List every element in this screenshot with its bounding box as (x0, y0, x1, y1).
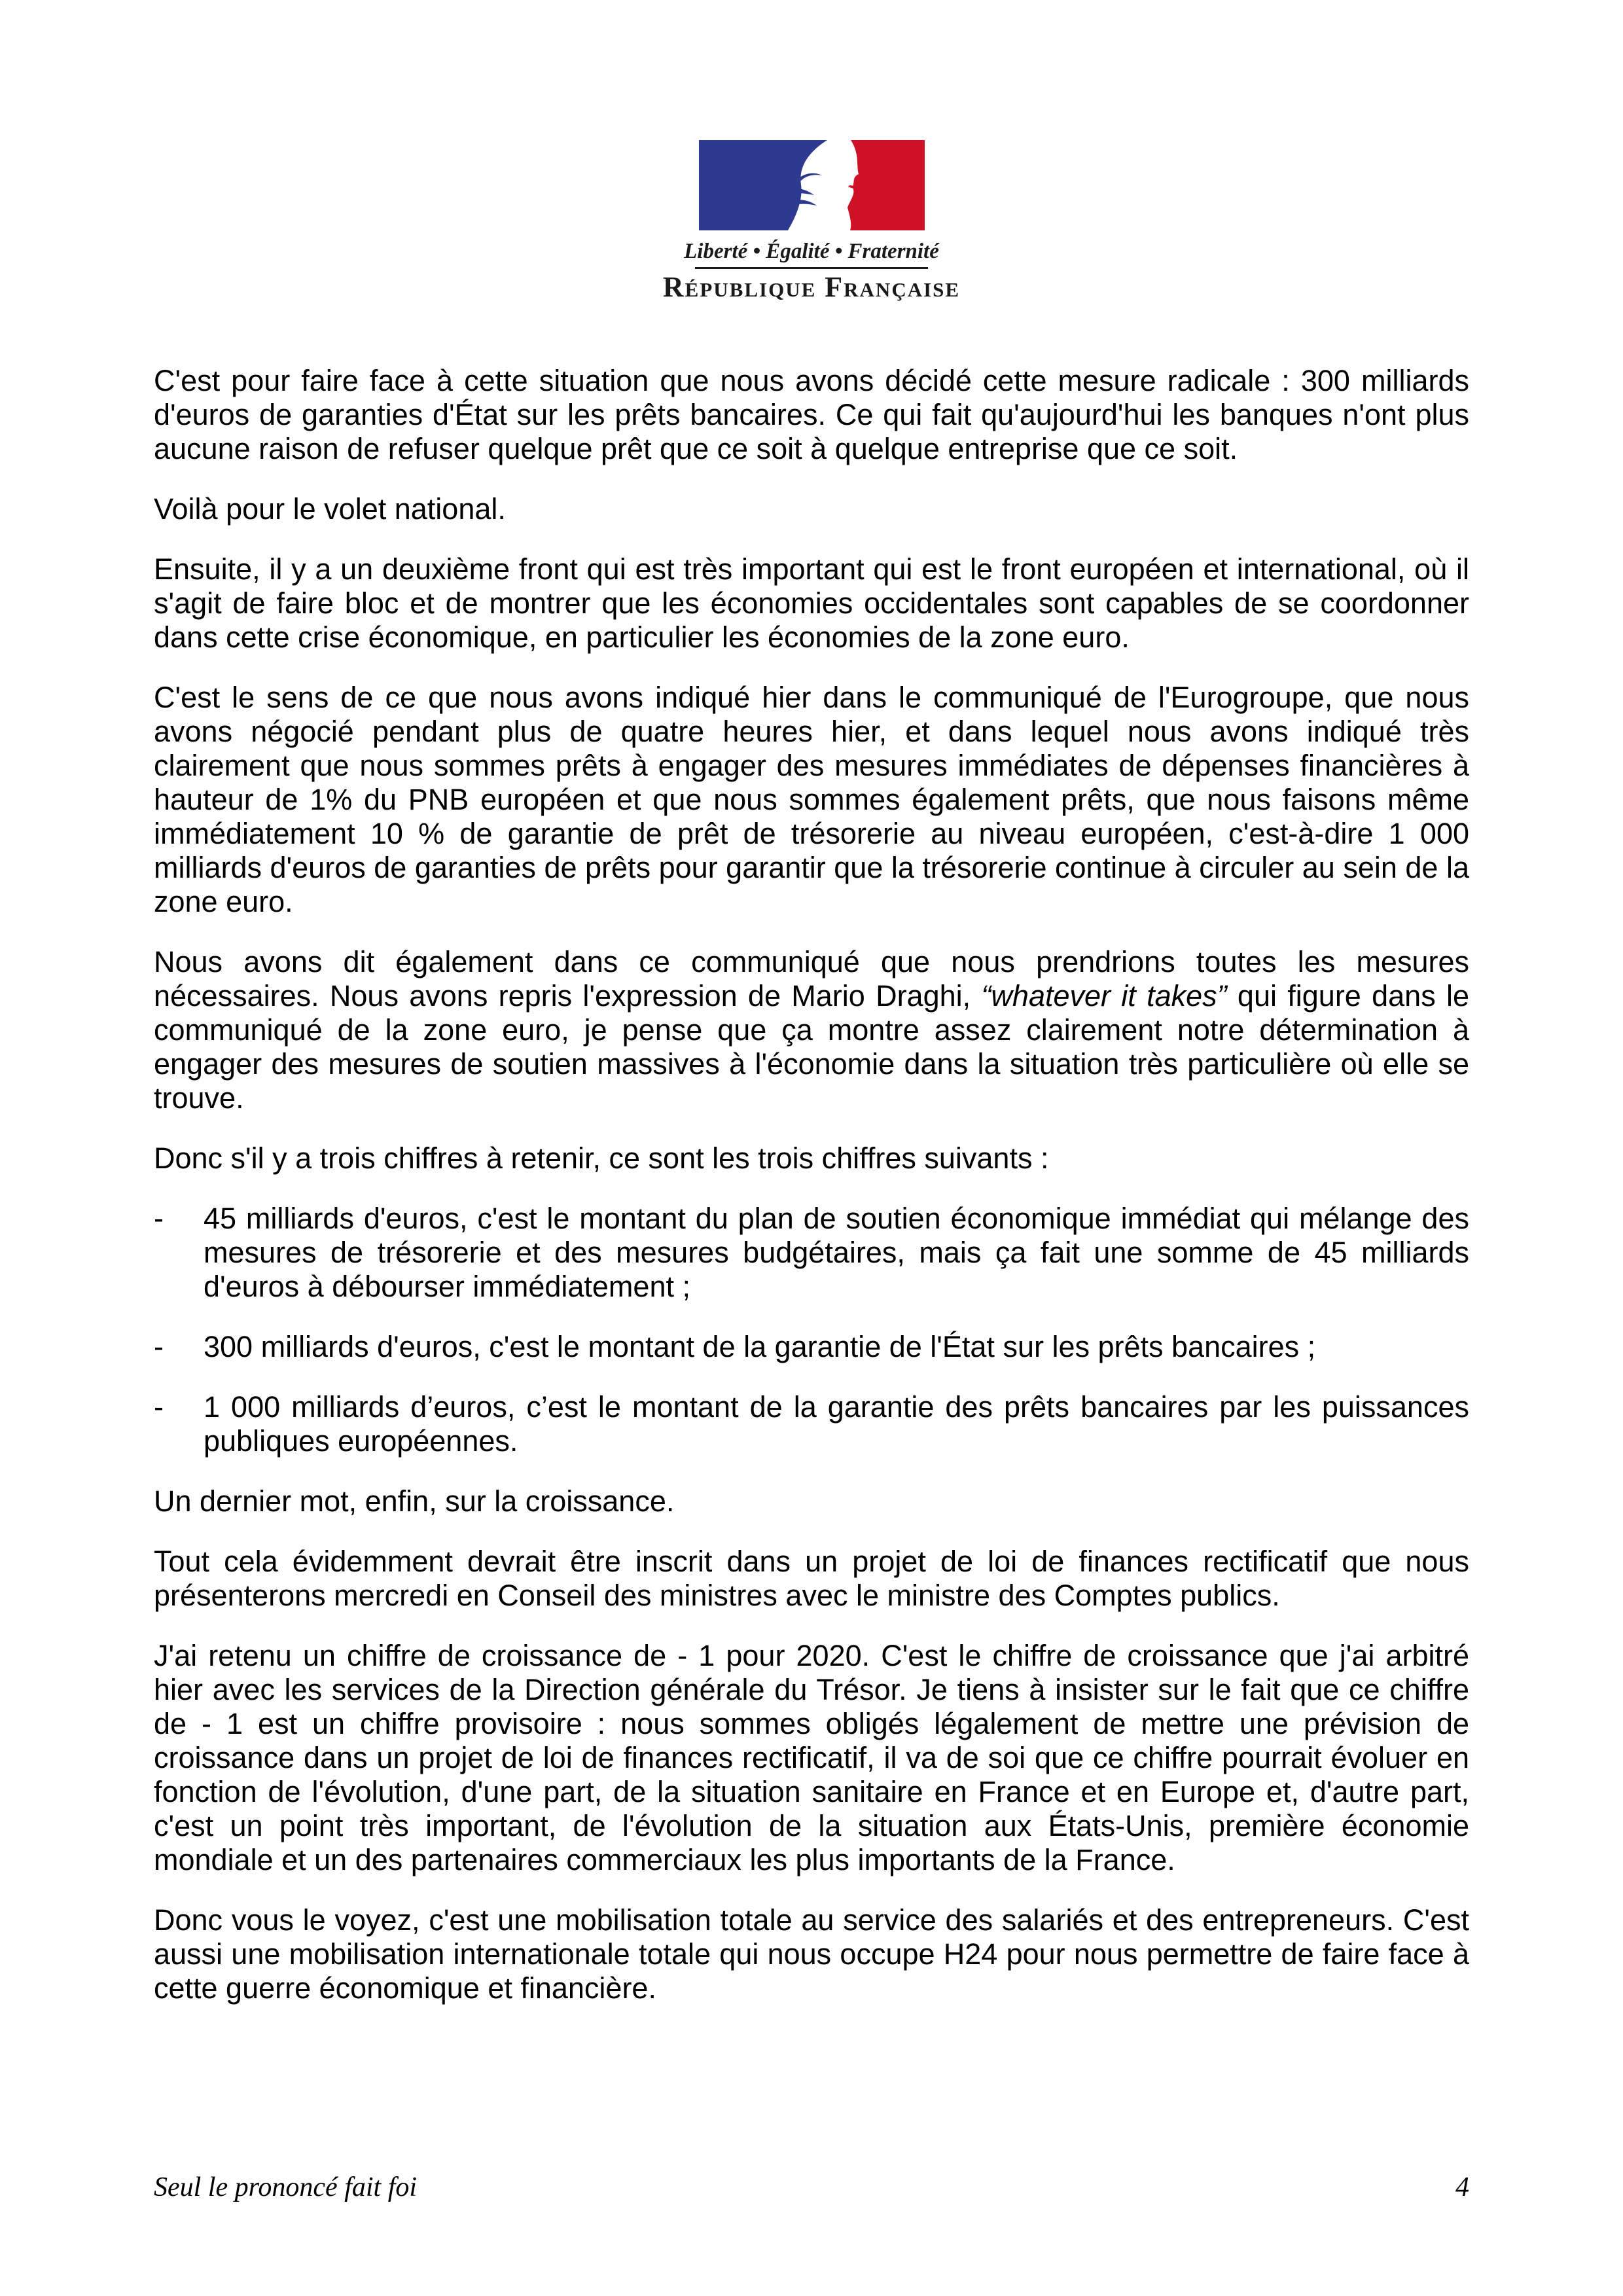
paragraph-6: Donc s'il y a trois chiffres à retenir, ce sont les trois chiffres suivants : (154, 1141, 1049, 1175)
list-item-marker: - (154, 1390, 164, 1424)
paragraph-10: Donc vous le voyez, c'est une mobilisation totale au service des salariés et des entrepreneurs. C'est aussi une mobilisation internationale totale qui nous occupe H24 pour nous permettre de faire face à cette guerre économique et financière. (154, 1903, 1469, 2005)
footer-notice: Seul le prononcé fait foi (154, 2172, 418, 2202)
list-item (154, 1330, 1469, 1364)
list-item-text: 1 000 milliards d’euros, c’est le montant de la garantie des prêts bancaires par les puissances publiques européennes. (204, 1390, 1469, 1458)
logo-motto: Liberté • Égalité • Fraternité (684, 240, 939, 263)
paragraph-5-post: qui figure dans le communiqué de la zone euro, je pense que ça montre assez clairement notre détermination à engager des mesures de soutien massives à l'économie dans la situation très particulière où elle se trouve. (154, 979, 1470, 1115)
paragraph-3: Ensuite, il y a un deuxième front qui est très important qui est le front européen et international, où il s'agit de faire bloc et de montrer que les économies occidentales sont capables de se coordonner dans cette crise économique, en particulier les économies de la zone euro. (154, 552, 1469, 654)
page-number: 4 (1455, 2172, 1469, 2202)
paragraph-9: J'ai retenu un chiffre de croissance de - 1 pour 2020. C'est le chiffre de croissance que j'ai arbitré hier avec les services de la Direction générale du Trésor. Je tiens à insister sur le fait que ce chiffre de - 1 est un chiffre provisoire : nous sommes obligés légalement de mettre une prévision de croissance dans un projet de loi de finances rectificatif, il va de soi que ce chiffre pourrait évoluer en fonction de l'évolution, d'une part, de la situation sanitaire en France et en Europe et, d'autre part, c'est un point très important, de l'évolution de la situation aux États-Unis, première économie mondiale et un des partenaires commerciaux les plus importants de la France. (154, 1639, 1469, 1876)
paragraph-5-pre: Nous avons dit également dans ce communiqué que nous prendrions toutes les mesures nécessaires. Nous avons repris l'expression de Mario Draghi, (154, 945, 1469, 1013)
list-item (154, 1390, 1469, 1458)
list-item-marker: - (154, 1202, 164, 1235)
french-flag-marianne-icon (699, 140, 925, 230)
page-footer (154, 2172, 1469, 2203)
paragraph-8: Tout cela évidemment devrait être inscrit dans un projet de loi de finances rectificatif que nous présenterons mercredi en Conseil des ministres avec le ministre des Comptes publics. (154, 1545, 1469, 1612)
whatever-it-takes-quote: “whatever it takes” (981, 979, 1227, 1013)
paragraph-1: C'est pour faire face à cette situation que nous avons décidé cette mesure radicale : 300 milliards d'euros de garanties d'État sur les prêts bancaires. Ce qui fait qu'aujourd'hui les banques n'ont plus aucune raison de refuser quelque prêt que ce soit à quelque entreprise que ce soit. (154, 364, 1469, 465)
list-item-text: 300 milliards d'euros, c'est le montant de la garantie de l'État sur les prêts bancaires ; (204, 1330, 1316, 1363)
document-body (154, 364, 1469, 2032)
bullet-list (154, 1202, 1469, 1458)
logo-republic-name: République Française (662, 271, 961, 303)
list-item (154, 1202, 1469, 1304)
list-item-text: 45 milliards d'euros, c'est le montant du plan de soutien économique immédiat qui mélange des mesures de trésorerie et des mesures budgétaires, mais ça fait une somme de 45 milliards d'euros à débourser immédiatement ; (204, 1202, 1469, 1303)
paragraph-5 (154, 945, 1469, 1115)
logo-divider (695, 267, 928, 269)
paragraph-4: C'est le sens de ce que nous avons indiqué hier dans le communiqué de l'Eurogroupe, que nous avons négocié pendant plus de quatre heures hier, et dans lequel nous avons indiqué très clairement que nous sommes prêts à engager des mesures immédiates de dépenses financières à hauteur de 1% du PNB européen et que nous sommes également prêts, que nous faisons même immédiatement 10 % de garantie de prêt de trésorerie au niveau européen, c'est-à-dire 1 000 milliards d'euros de garanties de prêts pour garantir que la trésorerie continue à circuler au sein de la zone euro. (154, 681, 1469, 918)
republique-francaise-logo (0, 140, 1623, 302)
paragraph-7: Un dernier mot, enfin, sur la croissance. (154, 1484, 675, 1518)
list-item-marker: - (154, 1330, 164, 1363)
paragraph-2: Voilà pour le volet national. (154, 492, 506, 526)
